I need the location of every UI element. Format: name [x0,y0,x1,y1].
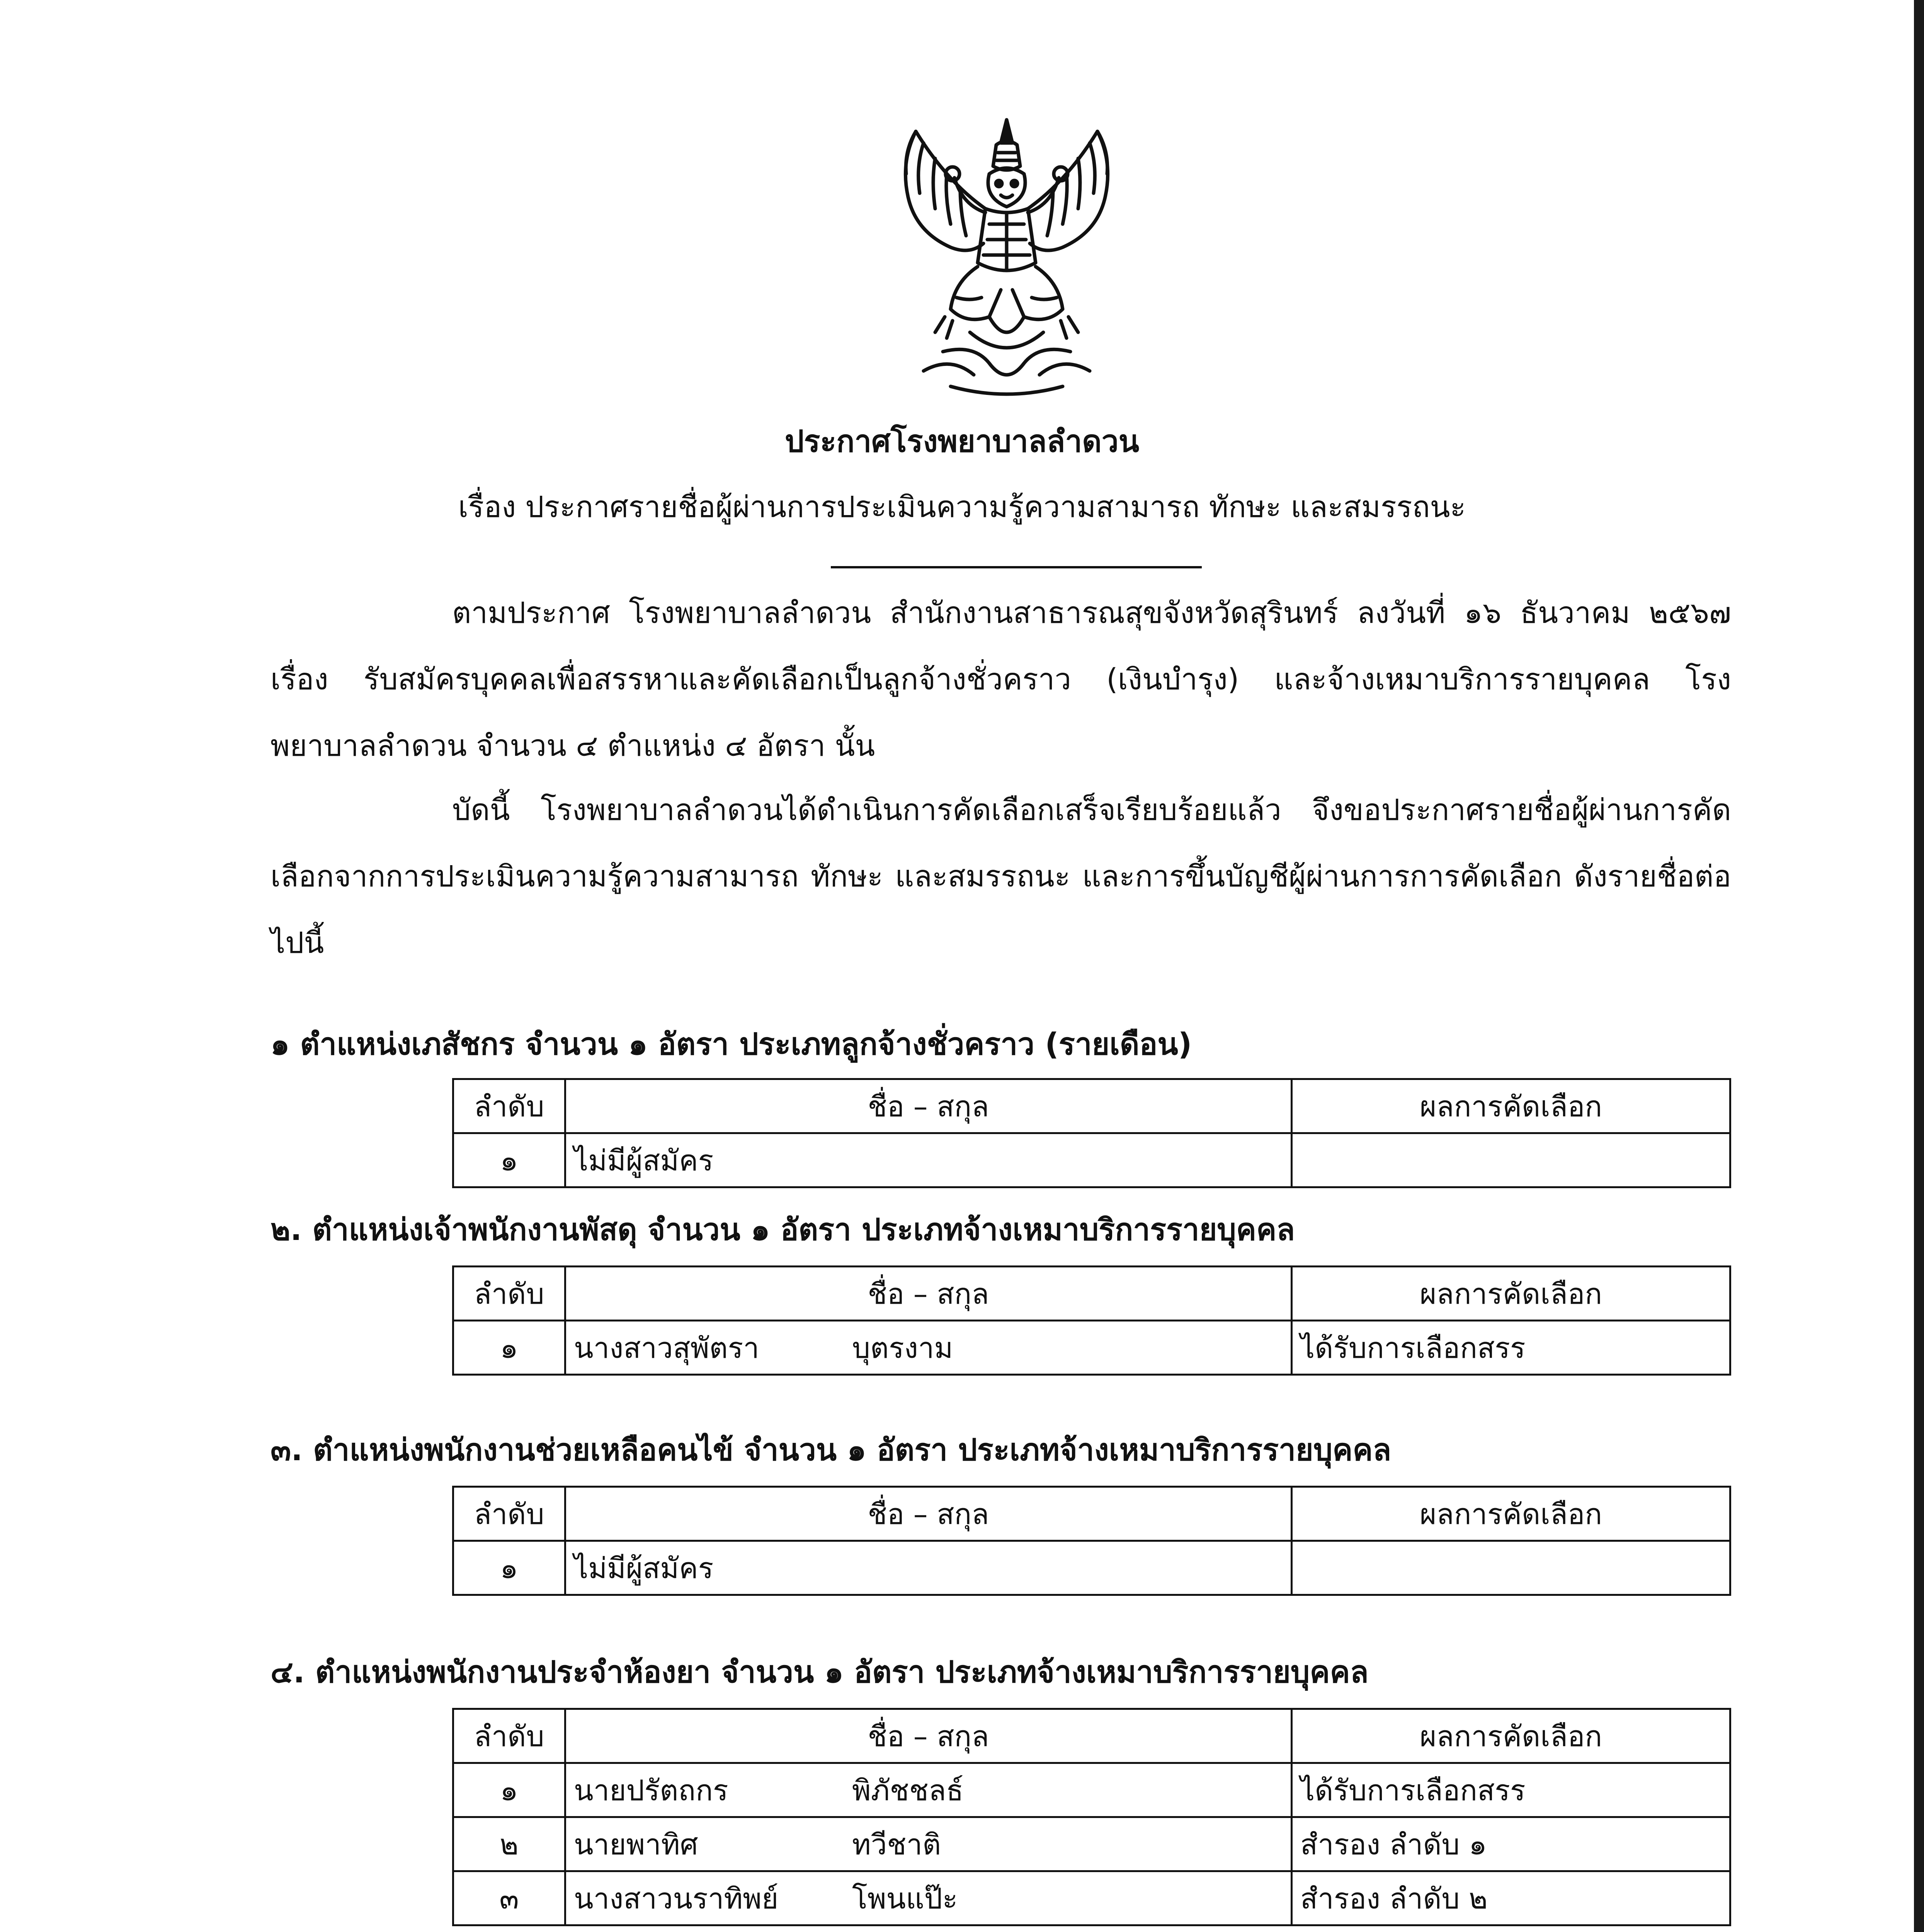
first-name: นายปรัตถกร [574,1774,728,1807]
section-heading-4: ๔. ตำแหน่งพนักงานประจำห้องยา จำนวน ๑ อัตรา ประเภทจ้างเหมาบริการรายบุคคล [270,1655,1369,1690]
header-name: ชื่อ – สกุล [565,1079,1292,1133]
result-table-4 [452,1708,1731,1926]
garuda-emblem-icon [873,116,1140,398]
last-name: โพนแป๊ะ [852,1882,958,1915]
table-row [453,1541,1730,1595]
cell-order: ๑ [453,1321,565,1375]
cell-name [565,1817,1292,1871]
result-table-2 [452,1265,1731,1376]
cell-result [1292,1133,1730,1187]
table-header-row [453,1709,1730,1763]
intro-paragraph-1-text: ตามประกาศ โรงพยาบาลลำดวน สำนักงานสาธารณสุขจังหวัดสุรินทร์ ลงวันที่ ๑๖ ธันวาคม ๒๕๖๗ เรื่อง รับสมัครบุคคลเพื่อสรรหาและคัดเลือกเป็นลูกจ้างชั่วคราว (เงินบำรุง) และจ้างเหมาบริการรายบุคคล โรงพยาบาลลำดวน จำนวน ๔ ตำแหน่ง ๔ อัตรา นั้น [270,595,1731,763]
header-name: ชื่อ – สกุล [565,1487,1292,1541]
cell-order: ๑ [453,1133,565,1187]
first-name: ไม่มีผู้สมัคร [574,1144,714,1177]
cell-order: ๑ [453,1763,565,1817]
intro-paragraph-2-text: บัดนี้ โรงพยาบาลลำดวนได้ดำเนินการคัดเลือกเสร็จเรียบร้อยแล้ว จึงขอประกาศรายชื่อผู้ผ่านการคัดเลือกจากการประเมินความรู้ความสามารถ ทักษะ และสมรรถนะ และการขึ้นบัญชีผู้ผ่านการการคัดเลือก ดังรายชื่อต่อไปนี้ [270,793,1731,960]
header-order: ลำดับ [453,1709,565,1763]
last-name: ทวีชาติ [852,1828,941,1861]
last-name: พิภัชชลธ์ [852,1774,964,1807]
cell-name [565,1321,1292,1375]
first-name: ไม่มีผู้สมัคร [574,1551,714,1585]
cell-result: ได้รับการเลือกสรร [1292,1321,1730,1375]
section-heading-2: ๒. ตำแหน่งเจ้าพนักงานพัสดุ จำนวน ๑ อัตรา ประเภทจ้างเหมาบริการรายบุคคล [270,1213,1295,1247]
first-name: นายพาทิศ [574,1828,698,1861]
header-result: ผลการคัดเลือก [1292,1709,1730,1763]
header-order: ลำดับ [453,1487,565,1541]
result-table-1 [452,1078,1731,1188]
title-divider [831,566,1202,568]
cell-name [565,1871,1292,1925]
header-name: ชื่อ – สกุล [565,1267,1292,1321]
cell-result: ได้รับการเลือกสรร [1292,1763,1730,1817]
table-row [453,1321,1730,1375]
table-header-row [453,1079,1730,1133]
header-order: ลำดับ [453,1079,565,1133]
cell-result: สำรอง ลำดับ ๑ [1292,1817,1730,1871]
cell-order: ๒ [453,1817,565,1871]
first-name: นางสาวสุพัตรา [574,1331,759,1365]
cell-name [565,1763,1292,1817]
intro-paragraph-2 [270,777,1731,976]
result-table-3 [452,1486,1731,1596]
table-header-row [453,1487,1730,1541]
table-row [453,1817,1730,1871]
cell-name [565,1133,1292,1187]
scan-edge-right [1914,0,1924,1932]
cell-result: สำรอง ลำดับ ๒ [1292,1871,1730,1925]
table-header-row [453,1267,1730,1321]
cell-order: ๓ [453,1871,565,1925]
cell-result [1292,1541,1730,1595]
table-row [453,1133,1730,1187]
cell-name [565,1541,1292,1595]
last-name: บุตรงาม [852,1331,953,1365]
section-heading-3: ๓. ตำแหน่งพนักงานช่วยเหลือคนไข้ จำนวน ๑ อัตรา ประเภทจ้างเหมาบริการรายบุคคล [270,1433,1392,1468]
header-order: ลำดับ [453,1267,565,1321]
header-result: ผลการคัดเลือก [1292,1487,1730,1541]
header-name: ชื่อ – สกุล [565,1709,1292,1763]
cell-order: ๑ [453,1541,565,1595]
header-result: ผลการคัดเลือก [1292,1079,1730,1133]
document-title: ประกาศโรงพยาบาลลำดวน [784,424,1140,459]
intro-paragraph-1 [270,580,1731,779]
header-result: ผลการคัดเลือก [1292,1267,1730,1321]
first-name: นางสาวนราทิพย์ [574,1882,779,1915]
document-subject: เรื่อง ประกาศรายชื่อผู้ผ่านการประเมินความรู้ความสามารถ ทักษะ และสมรรถนะ [458,490,1466,524]
section-heading-1: ๑ ตำแหน่งเภสัชกร จำนวน ๑ อัตรา ประเภทลูกจ้างชั่วคราว (รายเดือน) [270,1027,1192,1062]
table-row [453,1763,1730,1817]
table-row [453,1871,1730,1925]
